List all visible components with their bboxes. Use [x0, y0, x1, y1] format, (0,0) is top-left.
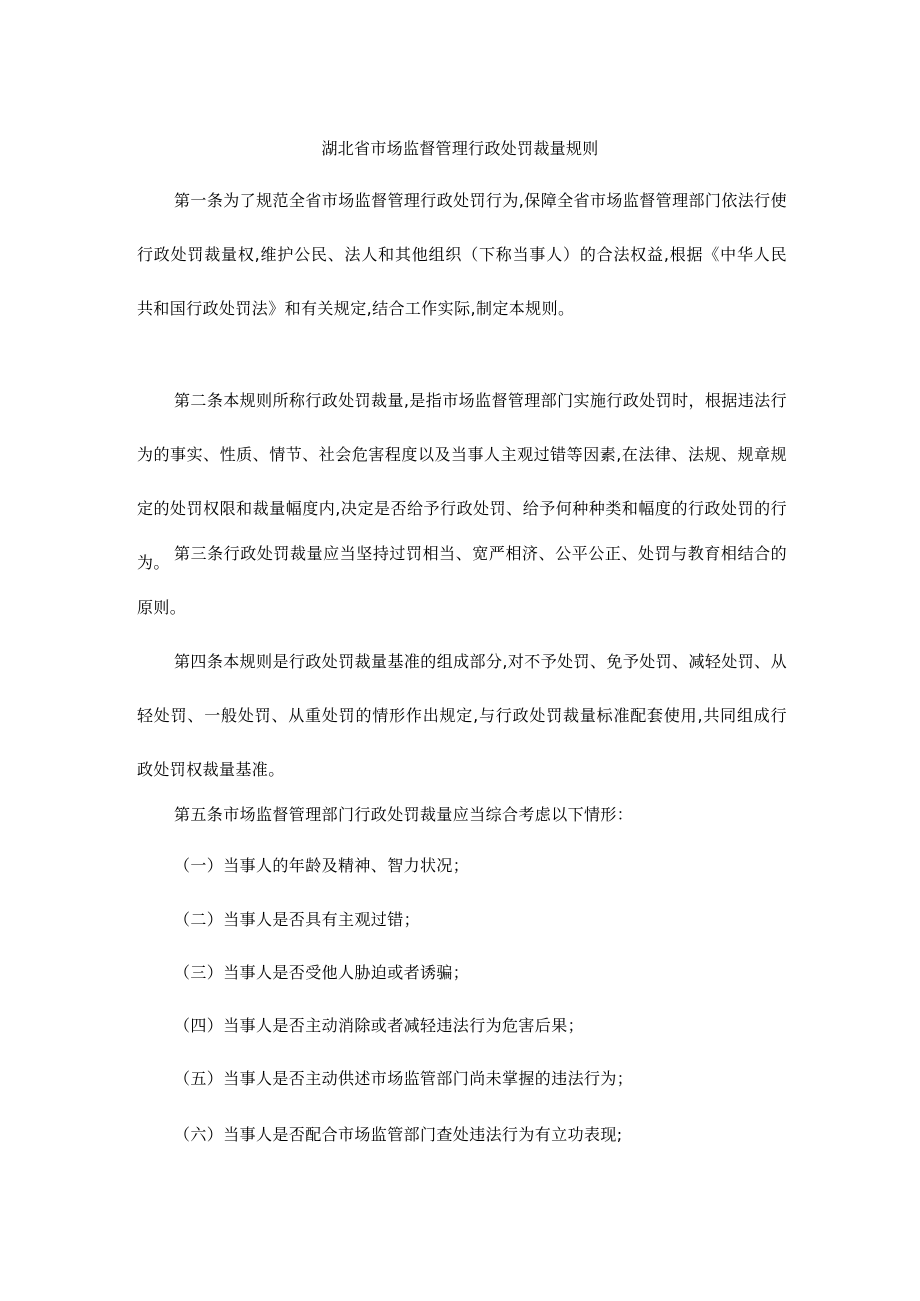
list-item: （四）当事人是否主动消除或者减轻违法行为危害后果；	[174, 1016, 585, 1035]
list-item: （一）当事人的年龄及精神、智力状况；	[174, 856, 470, 875]
article-1: 第一条为了规范全省市场监督管理行政处罚行为,保障全省市场监督管理部门依法行使行政处罚裁量权,维护公民、法人和其他组织（下称当事人）的合法权益,根据《中华人民共和国行政处罚法》和有关规定,结合工作实际,制定本规则。	[137, 191, 787, 318]
list-item: （三）当事人是否受他人胁迫或者诱骗；	[174, 963, 470, 982]
article-2: 第二条本规则所称行政处罚裁量,是指市场监督管理部门实施行政处罚时，根据违法行为的事实、性质、情节、社会危害程度以及当事人主观过错等因素,在法律、法规、规章规定的处罚权限和裁量幅度内,决定是否给予行政处罚、给予何种种类和幅度的行政处罚的行为。	[137, 391, 787, 572]
article-3: 第三条行政处罚裁量应当坚持过罚相当、宽严相济、公平公正、处罚与教育相结合的原则。	[137, 544, 787, 617]
document-title: 湖北省市场监督管理行政处罚裁量规则	[321, 139, 599, 158]
list-item: （六）当事人是否配合市场监管部门查处违法行为有立功表现;	[174, 1125, 623, 1144]
list-item: （二）当事人是否具有主观过错；	[174, 910, 421, 929]
list-item: （五）当事人是否主动供述市场监管部门尚未掌握的违法行为；	[174, 1069, 634, 1088]
article-4: 第四条本规则是行政处罚裁量基准的组成部分,对不予处罚、免予处罚、减轻处罚、从轻处罚、一般处罚、从重处罚的情形作出规定,与行政处罚裁量标准配套使用,共同组成行政处罚权裁量基准。	[137, 652, 787, 779]
article-5: 第五条市场监督管理部门行政处罚裁量应当综合考虑以下情形：	[174, 805, 634, 824]
